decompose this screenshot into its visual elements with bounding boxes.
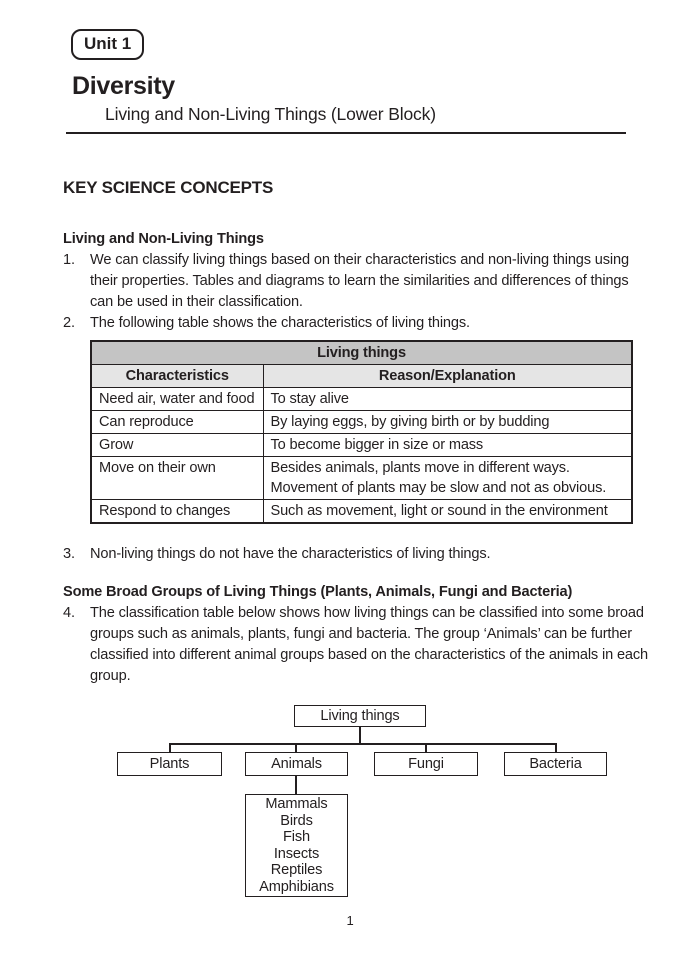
diagram-box-bacteria: Bacteria bbox=[504, 752, 607, 776]
list-item-3 bbox=[63, 544, 648, 565]
list-item-number: 2. bbox=[63, 315, 75, 331]
page-number: 1 bbox=[346, 913, 354, 928]
diagram-box-living-things: Living things bbox=[294, 705, 426, 727]
list-item-text: The classification table below shows how living things can be classified into some broad groups such as animals, plants, fungi and bacteria. The group ‘Animals’ can be further classified into different animal groups based on the characteristics of the animals in each group. bbox=[90, 605, 648, 684]
connector-line bbox=[295, 776, 297, 794]
cell-reason-line: Movement of plants may be slow and not as obvious. bbox=[270, 480, 607, 496]
page-subtitle: Living and Non-Living Things (Lower Block) bbox=[105, 104, 436, 124]
classification-diagram bbox=[0, 699, 700, 899]
list-item-text: The following table shows the characteristics of living things. bbox=[90, 315, 470, 331]
column-header-reason: Reason/Explanation bbox=[263, 365, 632, 388]
page-title: Diversity bbox=[72, 72, 175, 100]
cell-reason: To stay alive bbox=[263, 388, 632, 411]
connector-line bbox=[169, 743, 171, 752]
cell-characteristic: Can reproduce bbox=[91, 411, 263, 434]
animal-group-label: Birds bbox=[280, 812, 313, 829]
animal-group-label: Reptiles bbox=[270, 862, 323, 878]
animal-group-label: Insects bbox=[273, 845, 320, 862]
cell-characteristic: Move on their own bbox=[91, 457, 263, 500]
living-things-table bbox=[90, 340, 633, 524]
list-item-text: We can classify living things based on their characteristics and non-living things using their properties. Tables and diagrams to learn the similarities and differences of things can be used in their classification. bbox=[90, 252, 629, 310]
table-row bbox=[91, 411, 632, 434]
animal-group-label: Mammals bbox=[265, 796, 328, 812]
table-row bbox=[91, 500, 632, 524]
animal-group-label: Amphibians bbox=[259, 878, 334, 895]
diagram-box-fungi: Fungi bbox=[374, 752, 478, 776]
table-row bbox=[91, 457, 632, 500]
list-item-number: 3. bbox=[63, 546, 75, 562]
table-row bbox=[91, 388, 632, 411]
list-item-4 bbox=[63, 603, 648, 687]
diagram-box-animal-groups bbox=[245, 794, 348, 897]
connector-line bbox=[555, 743, 557, 752]
diagram-box-animals: Animals bbox=[245, 752, 348, 776]
list-item-1 bbox=[63, 250, 648, 313]
connector-line bbox=[169, 743, 557, 745]
column-header-characteristics: Characteristics bbox=[91, 365, 263, 388]
title-divider bbox=[66, 132, 626, 134]
diagram-box-plants: Plants bbox=[117, 752, 222, 776]
cell-characteristic: Grow bbox=[91, 434, 263, 457]
cell-characteristic: Respond to changes bbox=[91, 500, 263, 524]
list-item-2 bbox=[63, 313, 648, 334]
cell-reason: To become bigger in size or mass bbox=[263, 434, 632, 457]
living-things-heading: Living and Non-Living Things bbox=[63, 231, 264, 247]
list-item-text: Non-living things do not have the characteristics of living things. bbox=[90, 546, 491, 562]
broad-groups-heading: Some Broad Groups of Living Things (Plants, Animals, Fungi and Bacteria) bbox=[63, 584, 573, 600]
cell-reason bbox=[263, 457, 632, 500]
unit-badge: Unit 1 bbox=[71, 29, 144, 60]
connector-line bbox=[295, 743, 297, 752]
connector-line bbox=[425, 743, 427, 752]
cell-characteristic: Need air, water and food bbox=[91, 388, 263, 411]
cell-reason: Such as movement, light or sound in the environment bbox=[263, 500, 632, 524]
connector-line bbox=[359, 727, 361, 743]
list-item-number: 1. bbox=[63, 252, 75, 268]
table-title-row bbox=[91, 341, 632, 365]
animal-group-label: Fish bbox=[283, 829, 310, 845]
list-item-number: 4. bbox=[63, 605, 75, 621]
key-concepts-heading: KEY SCIENCE CONCEPTS bbox=[63, 178, 274, 197]
table-title: Living things bbox=[91, 341, 632, 365]
table-header-row bbox=[91, 365, 632, 388]
table-row bbox=[91, 434, 632, 457]
cell-reason-line: Besides animals, plants move in different ways. bbox=[270, 460, 570, 476]
cell-reason: By laying eggs, by giving birth or by budding bbox=[263, 411, 632, 434]
